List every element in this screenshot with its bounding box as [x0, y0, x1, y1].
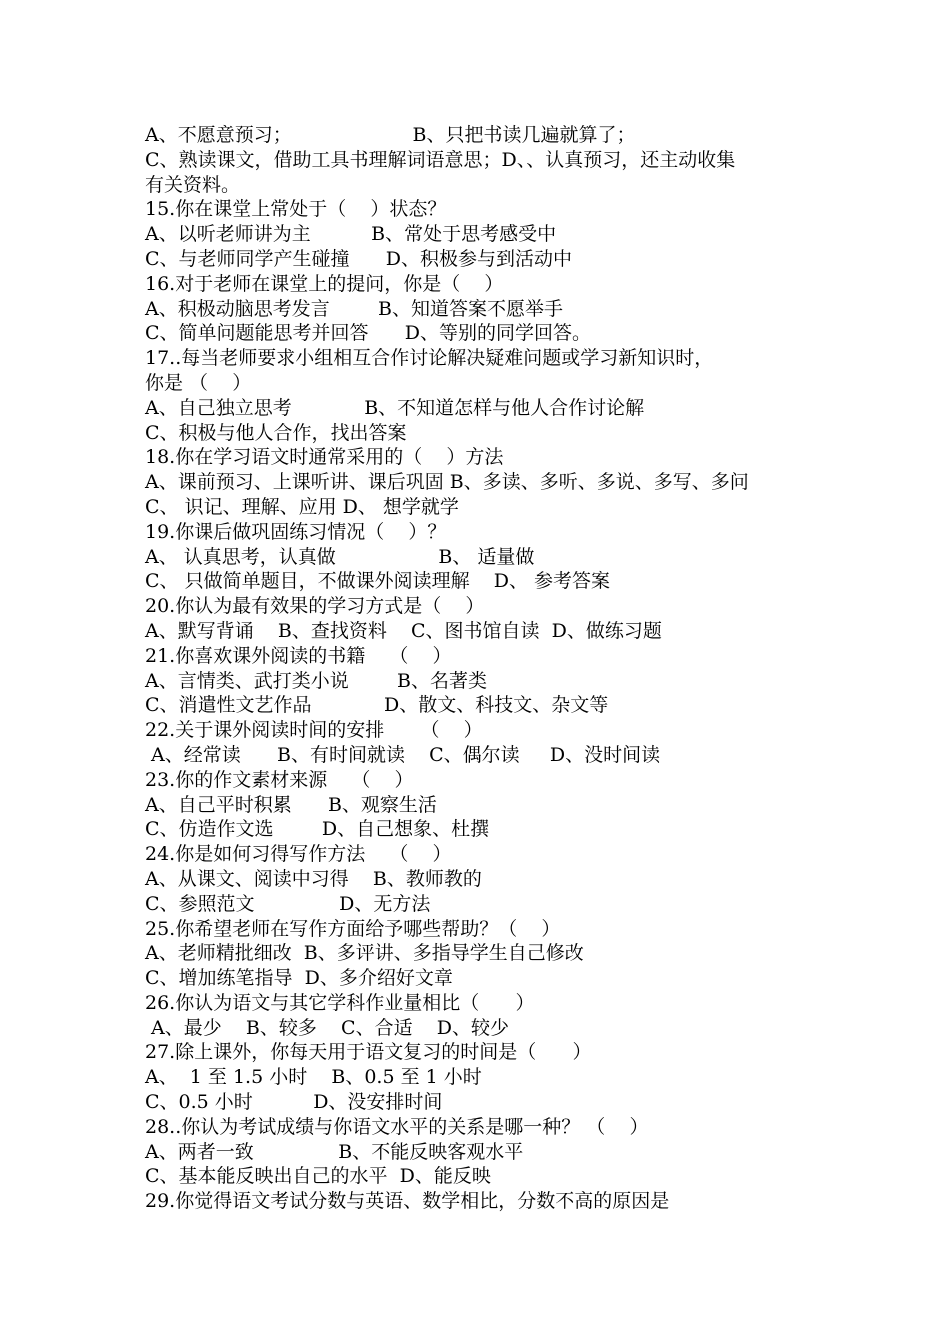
question-line: 15.你在课堂上常处于（ ）状态？: [145, 198, 447, 221]
document-page: [145, 123, 845, 1214]
text-line: C、 只做简单题目，不做课外阅读理解 D、 参考答案: [145, 570, 611, 593]
text-line: A、默写背诵 B、查找资料 C、图书馆自读 D、做练习题: [145, 619, 662, 642]
text-line: C、仿造作文选 D、自己想象、杜撰: [145, 818, 490, 841]
text-line: A、不愿意预习； B、只把书读几遍就算了；: [145, 124, 636, 146]
text-line: A、积极动脑思考发言 B、知道答案不愿举手: [145, 297, 564, 320]
text-line: C、简单问题能思考并回答 D、等别的同学回答。: [145, 322, 592, 345]
text-line: C、积极与他人合作，找出答案: [145, 421, 407, 444]
text-line: C、增加练笔指导 D、多介绍好文章: [145, 967, 453, 990]
question-line: 20.你认为最有效果的学习方式是（ ）: [145, 595, 485, 618]
question-line: 26.你认为语文与其它学科作业量相比（ ）: [145, 991, 535, 1014]
question-line: 28..你认为考试成绩与你语文水平的关系是哪一种？ （ ）: [145, 1115, 649, 1138]
text-line: C、与老师同学产生碰撞 D、积极参与到活动中: [145, 247, 573, 270]
question-line: 22.关于课外阅读时间的安排 （ ）: [145, 719, 483, 742]
text-line: C、 识记、理解、应用 D、 想学就学: [145, 495, 459, 518]
text-line: C、参照范文 D、无方法: [145, 892, 431, 915]
text-line: 有关资料。: [145, 173, 241, 196]
text-line: A、自己独立思考 B、不知道怎样与他人合作讨论解: [145, 396, 645, 419]
question-line: 21.你喜欢课外阅读的书籍 （ ）: [145, 644, 452, 667]
text-line: 你是 （ ）: [145, 371, 252, 394]
text-line: C、消遣性文艺作品 D、散文、科技文、杂文等: [145, 694, 609, 717]
question-line: 25.你希望老师在写作方面给予哪些帮助？（ ）: [145, 917, 561, 940]
question-line: 23.你的作文素材来源 （ ）: [145, 768, 414, 791]
question-line: 19.你课后做巩固练习情况（ ）？: [145, 520, 447, 543]
text-line: C、熟读课文，借助工具书理解词语意思；D、、认真预习，还主动收集: [145, 148, 736, 171]
text-line: A、课前预习、上课听讲、课后巩固 B、多读、多听、多说、多写、多问: [145, 471, 749, 494]
text-line: A、老师精批细改 B、多评讲、多指导学生自己修改: [145, 942, 584, 965]
question-line: 27.除上课外，你每天用于语文复习的时间是（ ）: [145, 1041, 592, 1064]
question-line: 29.你觉得语文考试分数与英语、数学相比，分数不高的原因是: [145, 1190, 670, 1213]
text-line: C、基本能反映出自己的水平 D、能反映: [145, 1165, 491, 1188]
text-line: A、 1 至 1.5 小时 B、0.5 至 1 小时: [145, 1066, 482, 1089]
question-line: 17..每当老师要求小组相互合作讨论解决疑难问题或学习新知识时，: [145, 347, 714, 370]
question-line: 18.你在学习语文时通常采用的（ ）方法: [145, 446, 504, 469]
text-line: A、以听老师讲为主 B、常处于思考感受中: [145, 223, 557, 246]
text-line: A、最少 B、较多 C、合适 D、较少: [145, 1016, 509, 1039]
text-line: A、 认真思考，认真做 B、 适量做: [145, 545, 535, 568]
question-line: 24.你是如何习得写作方法 （ ）: [145, 843, 452, 866]
question-line: 16.对于老师在课堂上的提问，你是（ ）: [145, 272, 504, 295]
text-line: A、经常读 B、有时间就读 C、偶尔读 D、没时间读: [145, 743, 661, 766]
text-line: A、两者一致 B、不能反映客观水平: [145, 1140, 524, 1163]
text-line: A、言情类、武打类小说 B、名著类: [145, 669, 488, 692]
text-line: A、从课文、阅读中习得 B、教师教的: [145, 867, 482, 890]
text-line: C、0.5 小时 D、没安排时间: [145, 1091, 443, 1114]
text-line: A、自己平时积累 B、观察生活: [145, 793, 437, 816]
